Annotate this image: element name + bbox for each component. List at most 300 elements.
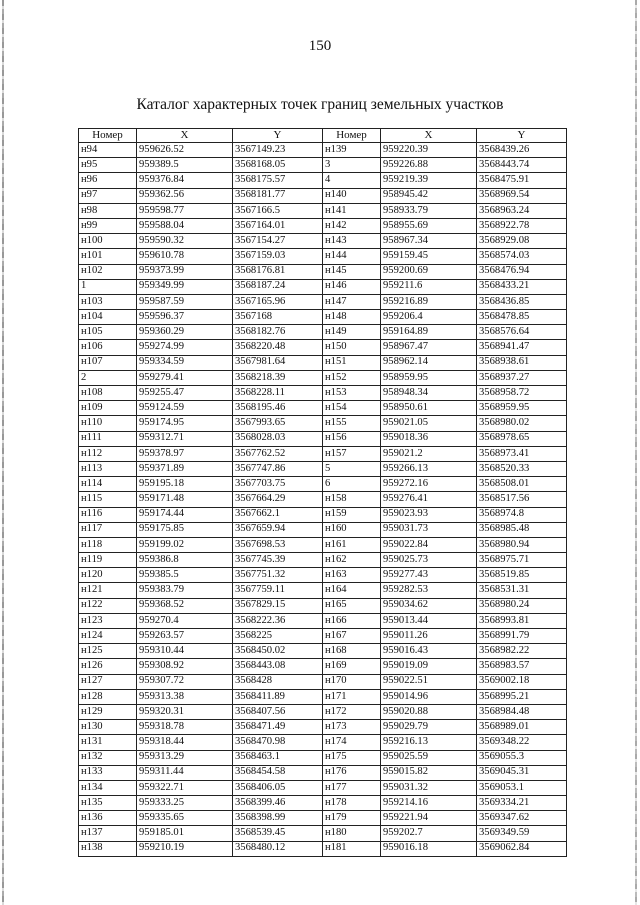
point-number-left: н102 [79, 264, 137, 279]
x-coordinate-right: 959159.45 [381, 249, 477, 264]
y-coordinate-left: 3567703.75 [233, 477, 323, 492]
point-number-right: н169 [323, 659, 381, 674]
table-row [79, 234, 567, 249]
point-number-right: н159 [323, 507, 381, 522]
y-coordinate-right: 3569053.1 [477, 780, 567, 795]
point-number-left: н112 [79, 446, 137, 461]
y-coordinate-left: 3568181.77 [233, 188, 323, 203]
point-number-left: н125 [79, 644, 137, 659]
x-coordinate-left: 959333.25 [137, 796, 233, 811]
x-coordinate-right: 959022.84 [381, 537, 477, 552]
point-number-left: н128 [79, 689, 137, 704]
table-row [79, 188, 567, 203]
x-coordinate-right: 959034.62 [381, 598, 477, 613]
x-coordinate-right: 958955.69 [381, 218, 477, 233]
page-title: Каталог характерных точек границ земельных участков [136, 96, 504, 113]
header-y-left: Y [233, 129, 323, 143]
point-number-right: н156 [323, 431, 381, 446]
table-header-row [79, 129, 567, 143]
x-coordinate-left: 959270.4 [137, 613, 233, 628]
y-coordinate-right: 3568519.85 [477, 568, 567, 583]
x-coordinate-right: 959220.39 [381, 143, 477, 158]
point-number-right: н139 [323, 143, 381, 158]
y-coordinate-right: 3569348.22 [477, 735, 567, 750]
x-coordinate-left: 959318.44 [137, 735, 233, 750]
x-coordinate-left: 959195.18 [137, 477, 233, 492]
table-row [79, 780, 567, 795]
header-number-right: Номер [323, 129, 381, 143]
point-number-left: н127 [79, 674, 137, 689]
point-number-right: н146 [323, 279, 381, 294]
y-coordinate-left: 3567662.1 [233, 507, 323, 522]
table-row [79, 310, 567, 325]
point-number-right: н178 [323, 796, 381, 811]
y-coordinate-left: 3567747.86 [233, 461, 323, 476]
y-coordinate-right: 3568982.22 [477, 644, 567, 659]
point-number-right: н179 [323, 811, 381, 826]
point-number-right: н144 [323, 249, 381, 264]
x-coordinate-left: 959313.38 [137, 689, 233, 704]
x-coordinate-right: 958962.14 [381, 355, 477, 370]
point-number-left: н103 [79, 294, 137, 309]
table-row [79, 264, 567, 279]
table-row [79, 796, 567, 811]
x-coordinate-left: 959308.92 [137, 659, 233, 674]
point-number-left: н137 [79, 826, 137, 841]
y-coordinate-left: 3568399.46 [233, 796, 323, 811]
y-coordinate-left: 3568168.05 [233, 158, 323, 173]
y-coordinate-right: 3568475.91 [477, 173, 567, 188]
y-coordinate-left: 3567159.03 [233, 249, 323, 264]
point-number-right: н149 [323, 325, 381, 340]
y-coordinate-left: 3567166.5 [233, 203, 323, 218]
point-number-left: н99 [79, 218, 137, 233]
scan-edge-right [635, 0, 637, 905]
table-row [79, 689, 567, 704]
x-coordinate-right: 959276.41 [381, 492, 477, 507]
y-coordinate-left: 3568176.81 [233, 264, 323, 279]
y-coordinate-left: 3567154.27 [233, 234, 323, 249]
table-row [79, 461, 567, 476]
y-coordinate-right: 3568959.95 [477, 401, 567, 416]
table-row [79, 598, 567, 613]
point-number-right: н155 [323, 416, 381, 431]
table-row [79, 674, 567, 689]
point-number-right: н172 [323, 704, 381, 719]
y-coordinate-left: 3567168 [233, 310, 323, 325]
table-row [79, 355, 567, 370]
x-coordinate-left: 959199.02 [137, 537, 233, 552]
x-coordinate-right: 959216.89 [381, 294, 477, 309]
point-number-right: н142 [323, 218, 381, 233]
y-coordinate-right: 3568517.56 [477, 492, 567, 507]
y-coordinate-right: 3569347.62 [477, 811, 567, 826]
header-y-right: Y [477, 129, 567, 143]
x-coordinate-right: 959211.6 [381, 279, 477, 294]
y-coordinate-right: 3568508.01 [477, 477, 567, 492]
table-row [79, 386, 567, 401]
point-number-right: н140 [323, 188, 381, 203]
point-number-right: н148 [323, 310, 381, 325]
y-coordinate-left: 3568443.08 [233, 659, 323, 674]
x-coordinate-left: 959312.71 [137, 431, 233, 446]
x-coordinate-left: 959313.29 [137, 750, 233, 765]
y-coordinate-right: 3568973.41 [477, 446, 567, 461]
y-coordinate-left: 3567149.23 [233, 143, 323, 158]
point-number-right: н162 [323, 553, 381, 568]
point-number-left: н111 [79, 431, 137, 446]
y-coordinate-right: 3568937.27 [477, 370, 567, 385]
x-coordinate-right: 959021.05 [381, 416, 477, 431]
x-coordinate-left: 959334.59 [137, 355, 233, 370]
y-coordinate-right: 3569045.31 [477, 765, 567, 780]
y-coordinate-right: 3568995.21 [477, 689, 567, 704]
x-coordinate-left: 959311.44 [137, 765, 233, 780]
y-coordinate-left: 3568407.56 [233, 704, 323, 719]
point-number-left: н105 [79, 325, 137, 340]
point-number-right: н145 [323, 264, 381, 279]
table-row [79, 735, 567, 750]
table-row [79, 720, 567, 735]
y-coordinate-right: 3568443.74 [477, 158, 567, 173]
y-coordinate-right: 3568941.47 [477, 340, 567, 355]
y-coordinate-left: 3567165.96 [233, 294, 323, 309]
table-row [79, 158, 567, 173]
x-coordinate-left: 959360.29 [137, 325, 233, 340]
y-coordinate-right: 3568980.24 [477, 598, 567, 613]
table-row [79, 826, 567, 841]
y-coordinate-left: 3567745.39 [233, 553, 323, 568]
y-coordinate-right: 3568476.94 [477, 264, 567, 279]
table-row [79, 507, 567, 522]
point-number-left: н113 [79, 461, 137, 476]
x-coordinate-left: 959385.5 [137, 568, 233, 583]
x-coordinate-right: 959029.79 [381, 720, 477, 735]
point-number-right: н173 [323, 720, 381, 735]
x-coordinate-left: 959368.52 [137, 598, 233, 613]
table-row [79, 644, 567, 659]
point-number-right: н154 [323, 401, 381, 416]
x-coordinate-right: 959025.73 [381, 553, 477, 568]
y-coordinate-left: 3568028.03 [233, 431, 323, 446]
table-row [79, 249, 567, 264]
x-coordinate-right: 959013.44 [381, 613, 477, 628]
y-coordinate-right: 3569349.59 [477, 826, 567, 841]
table-row [79, 765, 567, 780]
y-coordinate-left: 3567664.29 [233, 492, 323, 507]
table-row [79, 704, 567, 719]
header-number-left: Номер [79, 129, 137, 143]
x-coordinate-right: 959025.59 [381, 750, 477, 765]
x-coordinate-right: 959277.43 [381, 568, 477, 583]
table-row [79, 401, 567, 416]
table-row [79, 279, 567, 294]
y-coordinate-left: 3568428 [233, 674, 323, 689]
y-coordinate-right: 3568531.31 [477, 583, 567, 598]
table-row [79, 750, 567, 765]
y-coordinate-right: 3568978.65 [477, 431, 567, 446]
x-coordinate-right: 959282.53 [381, 583, 477, 598]
point-number-right: н153 [323, 386, 381, 401]
x-coordinate-left: 959386.8 [137, 553, 233, 568]
point-number-right: н141 [323, 203, 381, 218]
point-number-right: н163 [323, 568, 381, 583]
x-coordinate-left: 959376.84 [137, 173, 233, 188]
point-number-left: н120 [79, 568, 137, 583]
y-coordinate-left: 3568454.58 [233, 765, 323, 780]
y-coordinate-left: 3567659.94 [233, 522, 323, 537]
y-coordinate-right: 3568983.57 [477, 659, 567, 674]
x-coordinate-left: 959255.47 [137, 386, 233, 401]
y-coordinate-left: 3568470.98 [233, 735, 323, 750]
point-number-right: н157 [323, 446, 381, 461]
y-coordinate-right: 3569334.21 [477, 796, 567, 811]
x-coordinate-left: 959320.31 [137, 704, 233, 719]
point-number-left: н122 [79, 598, 137, 613]
x-coordinate-left: 959335.65 [137, 811, 233, 826]
point-number-left: н123 [79, 613, 137, 628]
table-row [79, 143, 567, 158]
point-number-left: н95 [79, 158, 137, 173]
y-coordinate-left: 3568175.57 [233, 173, 323, 188]
y-coordinate-left: 3568480.12 [233, 841, 323, 856]
table-row [79, 659, 567, 674]
point-number-right: н177 [323, 780, 381, 795]
x-coordinate-left: 959307.72 [137, 674, 233, 689]
y-coordinate-left: 3567981.64 [233, 355, 323, 370]
point-number-left: н121 [79, 583, 137, 598]
x-coordinate-left: 959588.04 [137, 218, 233, 233]
point-number-right: н174 [323, 735, 381, 750]
point-number-left: н94 [79, 143, 137, 158]
x-coordinate-right: 958959.95 [381, 370, 477, 385]
y-coordinate-left: 3567762.52 [233, 446, 323, 461]
point-number-left: н138 [79, 841, 137, 856]
y-coordinate-left: 3567751.32 [233, 568, 323, 583]
x-coordinate-left: 959373.99 [137, 264, 233, 279]
table-row [79, 537, 567, 552]
point-number-right: н175 [323, 750, 381, 765]
point-number-right: н147 [323, 294, 381, 309]
y-coordinate-right: 3568984.48 [477, 704, 567, 719]
point-number-left: н134 [79, 780, 137, 795]
point-number-left: н115 [79, 492, 137, 507]
x-coordinate-left: 959596.37 [137, 310, 233, 325]
point-number-right: н181 [323, 841, 381, 856]
x-coordinate-left: 959174.44 [137, 507, 233, 522]
table-row [79, 340, 567, 355]
x-coordinate-left: 959389.5 [137, 158, 233, 173]
x-coordinate-right: 959022.51 [381, 674, 477, 689]
x-coordinate-right: 958967.47 [381, 340, 477, 355]
x-coordinate-left: 959322.71 [137, 780, 233, 795]
x-coordinate-right: 958950.61 [381, 401, 477, 416]
point-number-right: н166 [323, 613, 381, 628]
y-coordinate-left: 3567759.11 [233, 583, 323, 598]
y-coordinate-right: 3568929.08 [477, 234, 567, 249]
x-coordinate-right: 959164.89 [381, 325, 477, 340]
table-body [79, 143, 567, 857]
y-coordinate-left: 3568450.02 [233, 644, 323, 659]
point-number-right: н160 [323, 522, 381, 537]
scan-edge-left [2, 0, 4, 905]
point-number-right: н161 [323, 537, 381, 552]
table-row [79, 203, 567, 218]
point-number-right: н164 [323, 583, 381, 598]
x-coordinate-right: 958945.42 [381, 188, 477, 203]
point-number-left: н124 [79, 629, 137, 644]
point-number-left: н119 [79, 553, 137, 568]
table-row [79, 583, 567, 598]
y-coordinate-right: 3568985.48 [477, 522, 567, 537]
point-number-right: н158 [323, 492, 381, 507]
header-x-right: X [381, 129, 477, 143]
y-coordinate-left: 3568539.45 [233, 826, 323, 841]
y-coordinate-right: 3568980.02 [477, 416, 567, 431]
y-coordinate-right: 3568436.85 [477, 294, 567, 309]
table-row [79, 370, 567, 385]
y-coordinate-left: 3568471.49 [233, 720, 323, 735]
x-coordinate-right: 959018.36 [381, 431, 477, 446]
y-coordinate-left: 3568187.24 [233, 279, 323, 294]
table-row [79, 492, 567, 507]
y-coordinate-right: 3568974.8 [477, 507, 567, 522]
point-number-left: н106 [79, 340, 137, 355]
table-row [79, 294, 567, 309]
point-number-right: н168 [323, 644, 381, 659]
x-coordinate-right: 959016.43 [381, 644, 477, 659]
point-number-left: н133 [79, 765, 137, 780]
x-coordinate-left: 959318.78 [137, 720, 233, 735]
table-row [79, 568, 567, 583]
x-coordinate-left: 959174.95 [137, 416, 233, 431]
x-coordinate-left: 959279.41 [137, 370, 233, 385]
x-coordinate-left: 959171.48 [137, 492, 233, 507]
point-number-left: н98 [79, 203, 137, 218]
point-number-left: н118 [79, 537, 137, 552]
y-coordinate-left: 3568222.36 [233, 613, 323, 628]
x-coordinate-right: 959020.88 [381, 704, 477, 719]
y-coordinate-left: 3568225 [233, 629, 323, 644]
x-coordinate-right: 959019.09 [381, 659, 477, 674]
x-coordinate-right: 959031.32 [381, 780, 477, 795]
x-coordinate-right: 959216.13 [381, 735, 477, 750]
x-coordinate-left: 959371.89 [137, 461, 233, 476]
y-coordinate-right: 3568574.03 [477, 249, 567, 264]
point-number-left: н114 [79, 477, 137, 492]
point-number-right: н176 [323, 765, 381, 780]
table-row [79, 522, 567, 537]
y-coordinate-right: 3568958.72 [477, 386, 567, 401]
point-number-right: н151 [323, 355, 381, 370]
y-coordinate-right: 3568439.26 [477, 143, 567, 158]
x-coordinate-left: 959185.01 [137, 826, 233, 841]
y-coordinate-left: 3567993.65 [233, 416, 323, 431]
point-number-left: н116 [79, 507, 137, 522]
y-coordinate-left: 3568463.1 [233, 750, 323, 765]
y-coordinate-right: 3568576.64 [477, 325, 567, 340]
x-coordinate-left: 959626.52 [137, 143, 233, 158]
y-coordinate-right: 3568478.85 [477, 310, 567, 325]
table-row [79, 613, 567, 628]
y-coordinate-left: 3568218.39 [233, 370, 323, 385]
x-coordinate-left: 959274.99 [137, 340, 233, 355]
point-number-left: н96 [79, 173, 137, 188]
x-coordinate-left: 959378.97 [137, 446, 233, 461]
x-coordinate-right: 959214.16 [381, 796, 477, 811]
y-coordinate-left: 3568195.46 [233, 401, 323, 416]
point-number-right: н152 [323, 370, 381, 385]
point-number-left: н101 [79, 249, 137, 264]
point-number-right: 4 [323, 173, 381, 188]
x-coordinate-left: 959210.19 [137, 841, 233, 856]
x-coordinate-left: 959124.59 [137, 401, 233, 416]
y-coordinate-left: 3568398.99 [233, 811, 323, 826]
x-coordinate-right: 959266.13 [381, 461, 477, 476]
table-row [79, 325, 567, 340]
page-number: 150 [308, 38, 332, 54]
x-coordinate-right: 959221.94 [381, 811, 477, 826]
x-coordinate-right: 959016.18 [381, 841, 477, 856]
y-coordinate-left: 3568182.76 [233, 325, 323, 340]
table-row [79, 553, 567, 568]
x-coordinate-right: 959272.16 [381, 477, 477, 492]
x-coordinate-right: 959226.88 [381, 158, 477, 173]
x-coordinate-left: 959590.32 [137, 234, 233, 249]
point-number-left: н110 [79, 416, 137, 431]
y-coordinate-left: 3568228.11 [233, 386, 323, 401]
point-number-right: н165 [323, 598, 381, 613]
x-coordinate-left: 959362.56 [137, 188, 233, 203]
y-coordinate-right: 3568989.01 [477, 720, 567, 735]
x-coordinate-right: 959015.82 [381, 765, 477, 780]
point-number-right: н170 [323, 674, 381, 689]
table-row [79, 841, 567, 856]
y-coordinate-left: 3567698.53 [233, 537, 323, 552]
y-coordinate-right: 3568922.78 [477, 218, 567, 233]
table-row [79, 431, 567, 446]
y-coordinate-right: 3569002.18 [477, 674, 567, 689]
table-row [79, 811, 567, 826]
coordinates-table [78, 128, 567, 857]
header-x-left: X [137, 129, 233, 143]
y-coordinate-right: 3568520.33 [477, 461, 567, 476]
x-coordinate-left: 959587.59 [137, 294, 233, 309]
point-number-left: 1 [79, 279, 137, 294]
x-coordinate-right: 959219.39 [381, 173, 477, 188]
x-coordinate-right: 959202.7 [381, 826, 477, 841]
x-coordinate-left: 959598.77 [137, 203, 233, 218]
y-coordinate-left: 3568220.48 [233, 340, 323, 355]
y-coordinate-right: 3568980.94 [477, 537, 567, 552]
point-number-left: 2 [79, 370, 137, 385]
x-coordinate-right: 959021.2 [381, 446, 477, 461]
table-row [79, 218, 567, 233]
x-coordinate-left: 959175.85 [137, 522, 233, 537]
point-number-right: 5 [323, 461, 381, 476]
x-coordinate-right: 958933.79 [381, 203, 477, 218]
y-coordinate-right: 3568975.71 [477, 553, 567, 568]
x-coordinate-left: 959263.57 [137, 629, 233, 644]
x-coordinate-right: 959206.4 [381, 310, 477, 325]
point-number-right: н180 [323, 826, 381, 841]
x-coordinate-right: 959031.73 [381, 522, 477, 537]
table-row [79, 629, 567, 644]
point-number-right: 6 [323, 477, 381, 492]
point-number-left: н131 [79, 735, 137, 750]
point-number-right: н167 [323, 629, 381, 644]
point-number-right: н171 [323, 689, 381, 704]
